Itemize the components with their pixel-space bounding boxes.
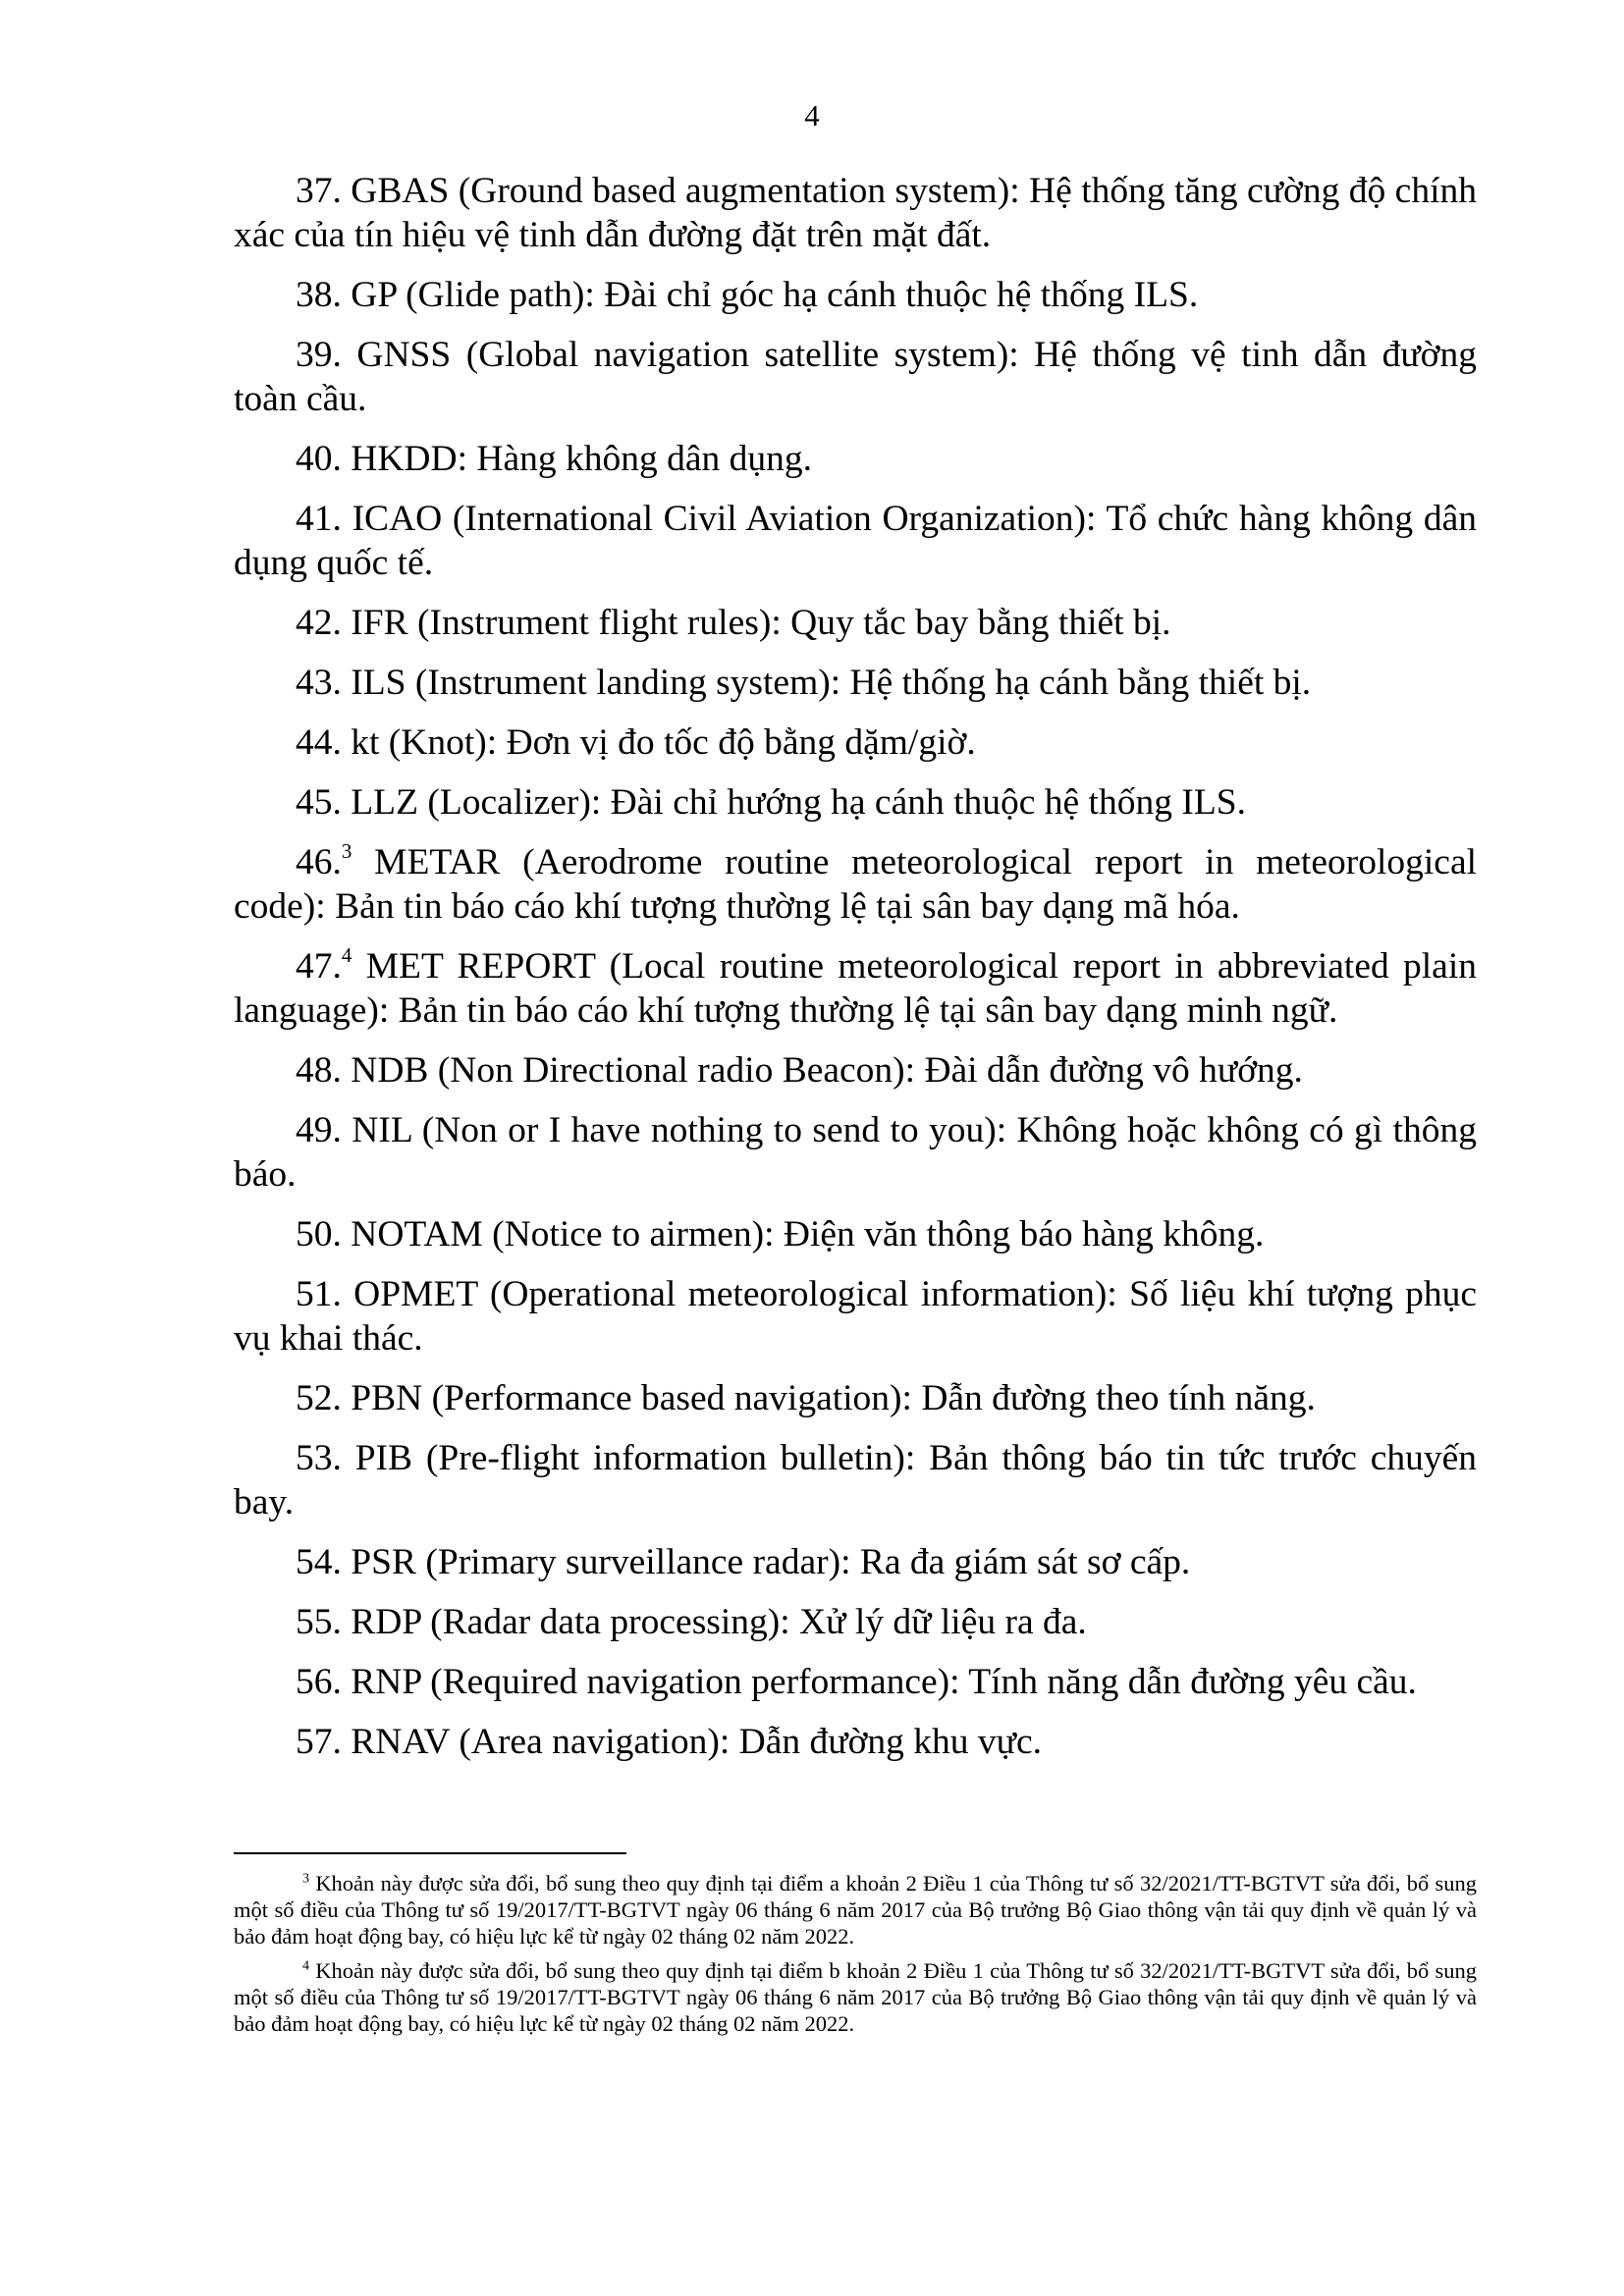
footnote — [234, 1957, 1477, 2037]
abbreviation-entry — [234, 944, 1477, 1033]
entry-number: 38. — [296, 275, 342, 315]
abbreviation-entry — [234, 273, 1477, 317]
entry-text: PIB (Pre-flight information bulletin): Bản thông báo tin tức trước chuyến bay. — [234, 1438, 1477, 1522]
abbreviation-entry — [234, 661, 1477, 705]
abbreviation-entry — [234, 1600, 1477, 1644]
entry-text: RNP (Required navigation performance): Tính năng dẫn đường yêu cầu. — [351, 1662, 1417, 1702]
footnote-marker: 4 — [302, 1958, 309, 1974]
abbreviation-entry — [234, 780, 1477, 825]
entry-text: IFR (Instrument flight rules): Quy tắc bay bằng thiết bị. — [351, 603, 1171, 643]
entry-number: 48. — [296, 1050, 342, 1091]
entry-number: 41. — [296, 499, 342, 539]
abbreviation-list — [234, 169, 1477, 1780]
entry-text: RDP (Radar data processing): Xử lý dữ liệu ra đa. — [351, 1602, 1087, 1642]
page-number: 4 — [804, 98, 820, 133]
entry-text: GP (Glide path): Đài chỉ góc hạ cánh thuộc hệ thống ILS. — [351, 275, 1199, 315]
abbreviation-entry — [234, 1272, 1477, 1361]
footnote-text: Khoản này được sửa đổi, bổ sung theo quy định tại điểm a khoản 2 Điều 1 của Thông tư số 32/2021/TT-BGTVT sửa đổi, bổ sung một số điều của Thông tư số 19/2017/TT-BGTVT ngày 06 tháng 6 năm 2017 của Bộ trưởng Bộ Giao thông vận tải quy định về quản lý và bảo đảm hoạt động bay, có hiệu lực kể từ ngày 02 tháng 02 năm 2022. — [234, 1871, 1478, 1949]
footnote-separator — [234, 1852, 626, 1854]
footnote-marker: 3 — [302, 1871, 309, 1887]
abbreviation-entry — [234, 1108, 1477, 1197]
entry-number: 43. — [296, 663, 342, 703]
abbreviation-entry — [234, 721, 1477, 765]
abbreviation-entry — [234, 169, 1477, 257]
entry-text: LLZ (Localizer): Đài chỉ hướng hạ cánh thuộc hệ thống ILS. — [351, 782, 1246, 823]
entry-number: 54. — [296, 1542, 342, 1582]
entry-number: 40. — [296, 439, 342, 479]
entry-text: PBN (Performance based navigation): Dẫn đường theo tính năng. — [351, 1378, 1316, 1418]
entry-text: OPMET (Operational meteorological information): Số liệu khí tượng phục vụ khai thác. — [234, 1274, 1478, 1359]
entry-text: GNSS (Global navigation satellite system): Hệ thống vệ tinh dẫn đường toàn cầu. — [234, 335, 1478, 419]
entry-text: kt (Knot): Đơn vị đo tốc độ bằng dặm/giờ. — [351, 722, 976, 763]
abbreviation-entry — [234, 1436, 1477, 1524]
entry-text: ILS (Instrument landing system): Hệ thống hạ cánh bằng thiết bị. — [351, 663, 1312, 703]
abbreviation-entry — [234, 497, 1477, 585]
entry-number: 46. — [296, 842, 342, 882]
footnotes — [234, 1870, 1477, 2045]
abbreviation-entry — [234, 437, 1477, 481]
entry-number: 47. — [296, 946, 342, 987]
entry-number: 45. — [296, 782, 342, 823]
entry-text: MET REPORT (Local routine meteorological report in abbreviated plain language): Bản tin báo cáo khí tượng thường lệ tại sân bay dạng minh ngữ. — [234, 946, 1477, 1031]
abbreviation-entry — [234, 1376, 1477, 1420]
abbreviation-entry — [234, 1048, 1477, 1093]
entry-number: 39. — [296, 335, 342, 375]
entry-number: 55. — [296, 1602, 342, 1642]
entry-number: 42. — [296, 603, 342, 643]
entry-text: GBAS (Ground based augmentation system): Hệ thống tăng cường độ chính xác của tín hiệu vệ tinh dẫn đường đặt trên mặt đất. — [234, 171, 1477, 255]
abbreviation-entry — [234, 333, 1477, 421]
footnote-reference[interactable]: 4 — [341, 942, 352, 967]
entry-text: METAR (Aerodrome routine meteorological report in meteorological code): Bản tin báo cáo khí tượng thường lệ tại sân bay dạng mã hóa. — [234, 842, 1478, 927]
footnote-text: Khoản này được sửa đổi, bổ sung theo quy định tại điểm b khoản 2 Điều 1 của Thông tư số 32/2021/TT-BGTVT sửa đổi, bổ sung một số điều của Thông tư số 19/2017/TT-BGTVT ngày 06 tháng 6 năm 2017 của Bộ trưởng Bộ Giao thông vận tải quy định về quản lý và bảo đảm hoạt động bay, có hiệu lực kể từ ngày 02 tháng 02 năm 2022. — [234, 1958, 1478, 2036]
entry-text: NOTAM (Notice to airmen): Điện văn thông báo hàng không. — [351, 1214, 1265, 1255]
entry-text: NDB (Non Directional radio Beacon): Đài dẫn đường vô hướng. — [351, 1050, 1303, 1091]
abbreviation-entry — [234, 1212, 1477, 1256]
entry-number: 57. — [296, 1722, 342, 1762]
entry-number: 56. — [296, 1662, 342, 1702]
entry-number: 37. — [296, 171, 342, 211]
abbreviation-entry — [234, 601, 1477, 645]
entry-number: 50. — [296, 1214, 342, 1255]
abbreviation-entry — [234, 1540, 1477, 1584]
abbreviation-entry — [234, 1660, 1477, 1704]
entry-number: 51. — [296, 1274, 342, 1314]
entry-number: 53. — [296, 1438, 342, 1478]
abbreviation-entry — [234, 1720, 1477, 1764]
entry-text: HKDD: Hàng không dân dụng. — [351, 439, 812, 479]
entry-text: ICAO (International Civil Aviation Organization): Tổ chức hàng không dân dụng quốc tế. — [234, 499, 1477, 583]
entry-number: 52. — [296, 1378, 342, 1418]
entry-number: 44. — [296, 722, 342, 763]
entry-text: PSR (Primary surveillance radar): Ra đa giám sát sơ cấp. — [351, 1542, 1191, 1582]
entry-text: NIL (Non or I have nothing to send to you): Không hoặc không có gì thông báo. — [234, 1110, 1478, 1195]
abbreviation-entry — [234, 840, 1477, 929]
footnote — [234, 1870, 1477, 1949]
footnote-reference[interactable]: 3 — [341, 838, 352, 863]
entry-number: 49. — [296, 1110, 342, 1150]
entry-text: RNAV (Area navigation): Dẫn đường khu vực. — [351, 1722, 1043, 1762]
